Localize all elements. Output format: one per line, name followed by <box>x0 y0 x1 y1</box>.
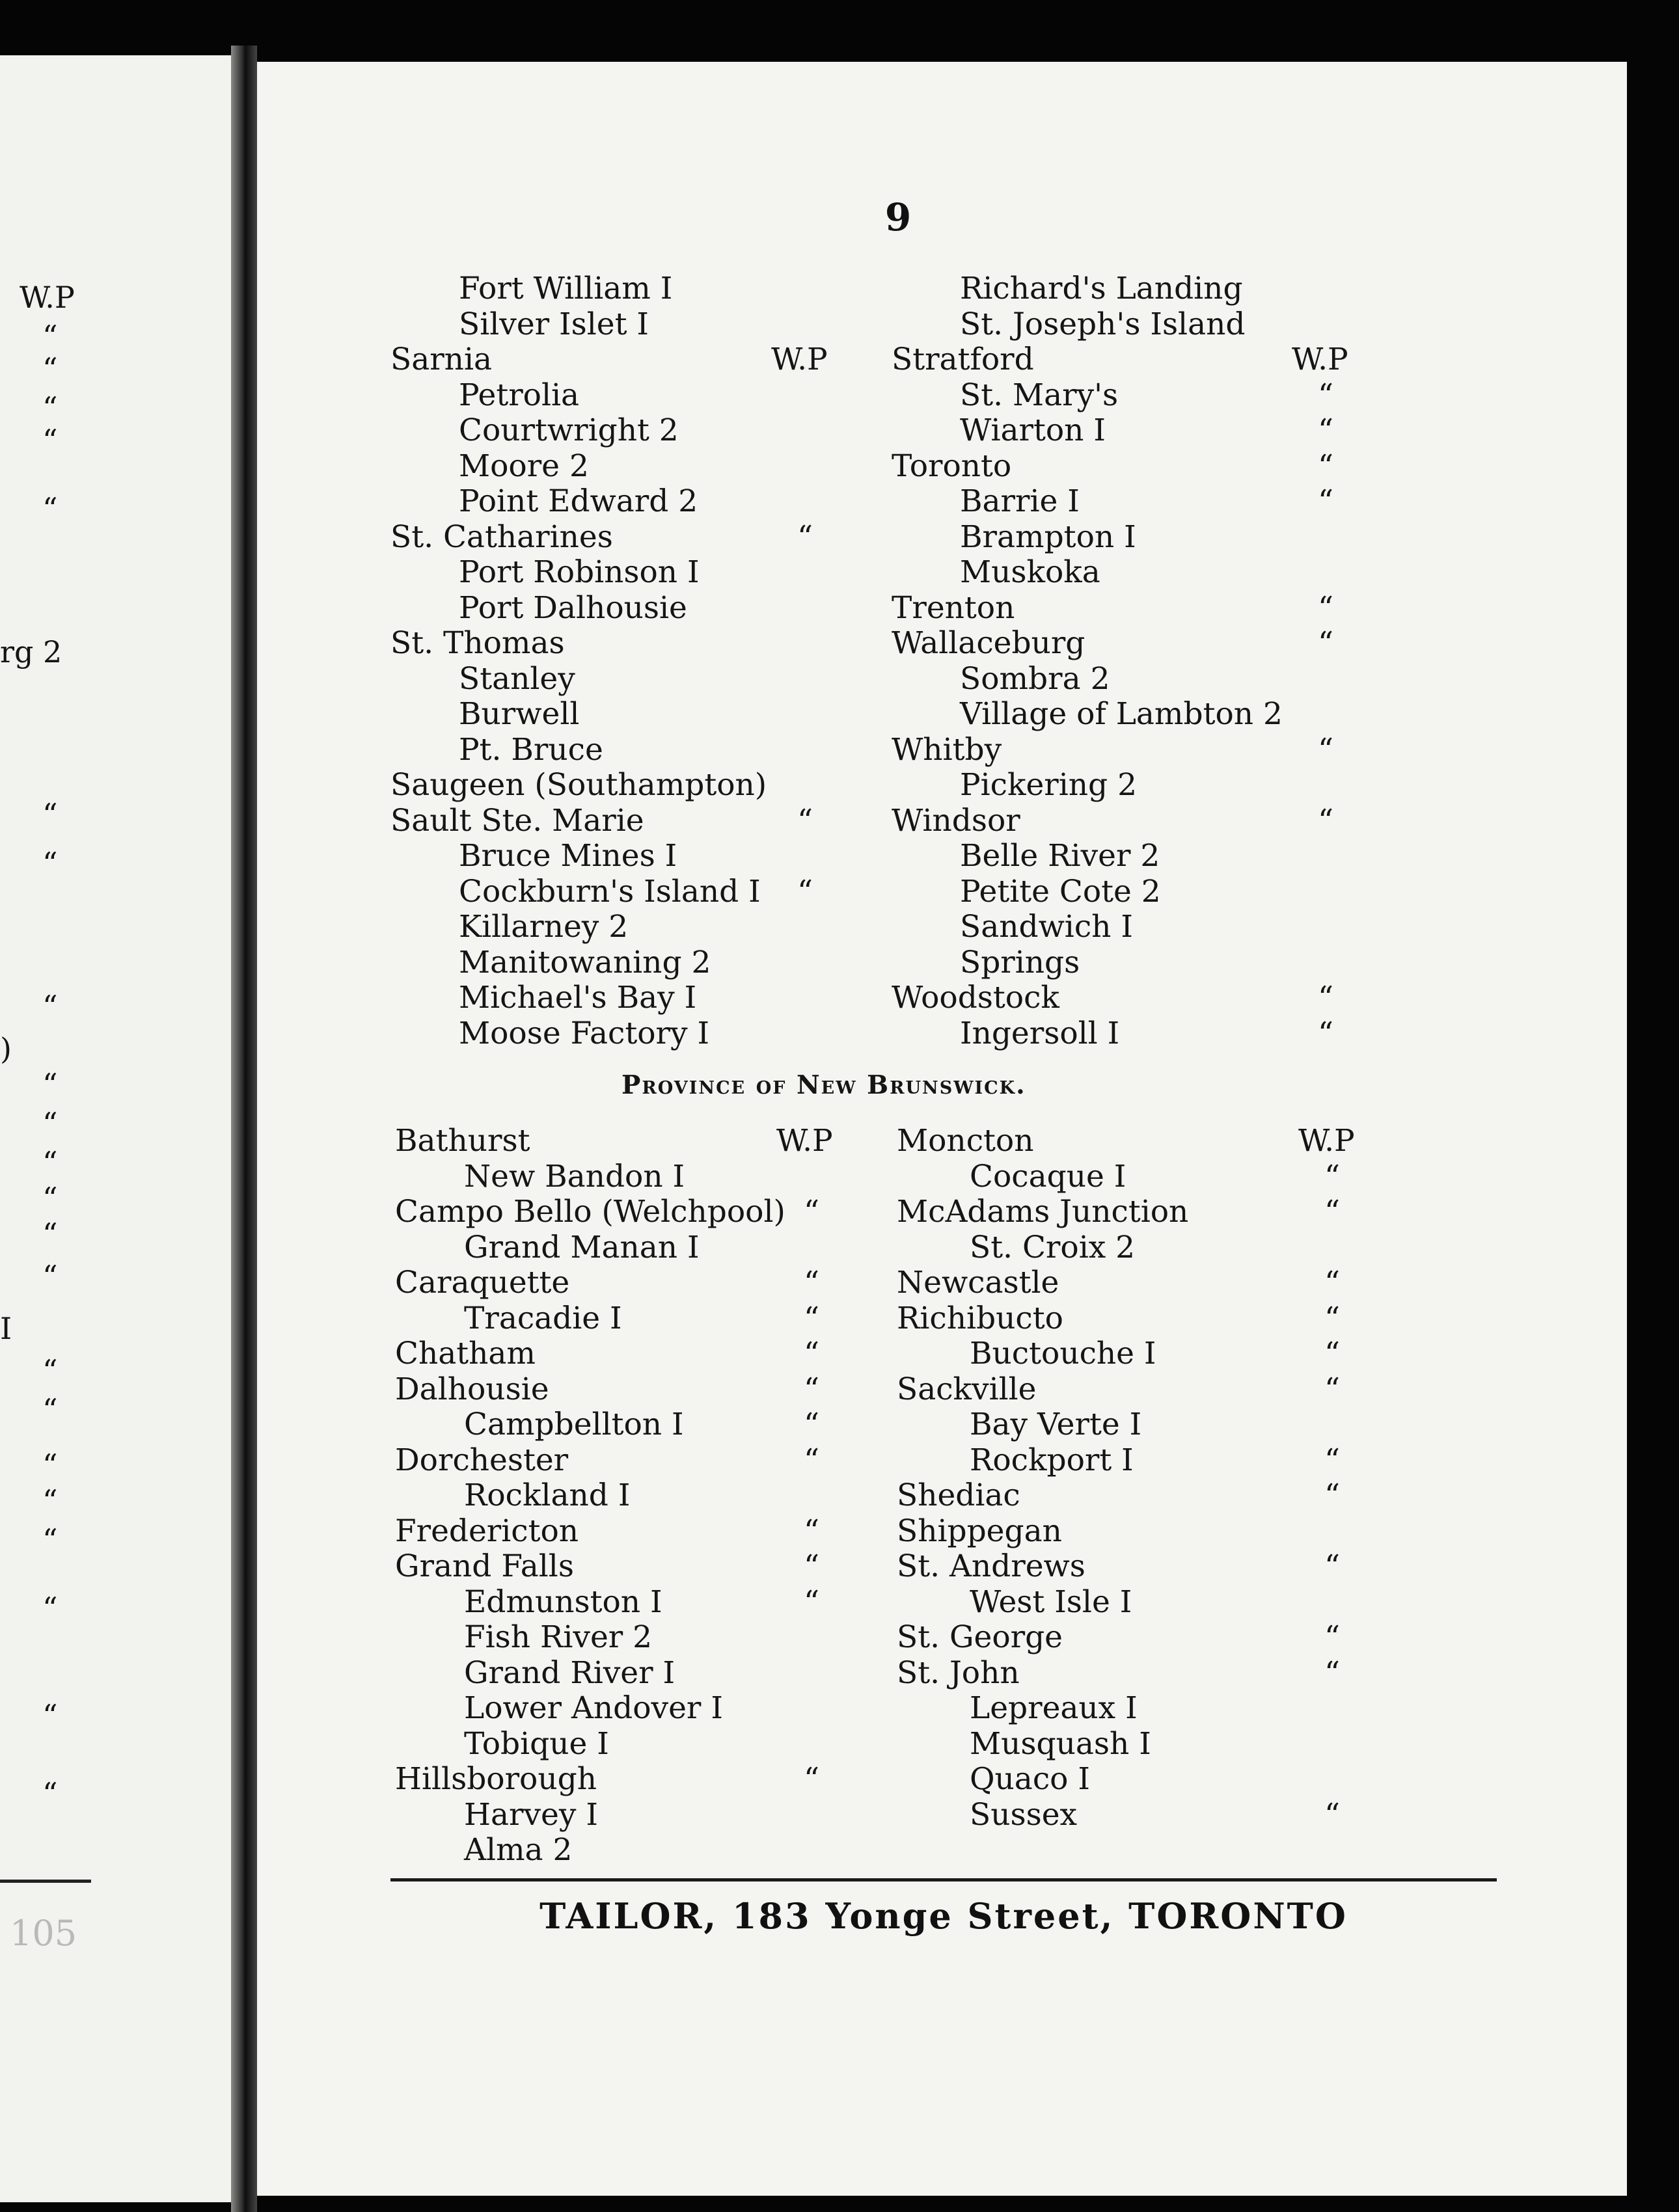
ditto-mark: “ <box>1324 1300 1341 1336</box>
ditto-mark: “ <box>1324 1194 1341 1230</box>
facing-page-text: “ <box>42 1591 58 1626</box>
facing-page-text: “ <box>42 1067 58 1102</box>
place-entry: Bruce Mines I <box>459 838 677 874</box>
place-entry: Cockburn's Island I <box>459 873 761 910</box>
place-entry: Michael's Bay I <box>459 980 697 1016</box>
place-entry: Petrolia <box>459 377 580 413</box>
ditto-mark: “ <box>1318 625 1334 661</box>
facing-page-text: “ <box>42 1776 58 1811</box>
facing-page-text: “ <box>42 1106 58 1141</box>
place-entry: Buctouche I <box>970 1336 1156 1371</box>
ditto-mark: “ <box>797 519 813 555</box>
place-entry: Edmunston I <box>464 1584 662 1620</box>
facing-page-text: “ <box>42 1145 58 1180</box>
wp-column-mark: W.P <box>771 342 828 377</box>
facing-page-text: “ <box>42 1448 58 1483</box>
place-entry: Courtwright 2 <box>459 412 679 448</box>
ditto-mark: “ <box>1324 1336 1341 1371</box>
place-entry: Sombra 2 <box>960 660 1110 697</box>
place-entry: Richibucto <box>897 1300 1063 1336</box>
place-entry: Newcastle <box>897 1265 1059 1301</box>
facing-page-text: “ <box>42 1217 58 1252</box>
place-entry: McAdams Junction <box>897 1194 1189 1230</box>
place-entry: Grand Falls <box>395 1548 574 1584</box>
place-entry: Stratford <box>892 342 1034 377</box>
place-entry: Wiarton I <box>960 412 1106 448</box>
place-entry: Silver Islet I <box>459 306 649 342</box>
ditto-mark: “ <box>804 1336 820 1371</box>
place-entry: Village of Lambton 2 <box>960 696 1283 732</box>
place-entry: Fort William I <box>459 271 673 306</box>
facing-page-text: “ <box>42 1181 58 1216</box>
place-entry: Belle River 2 <box>960 838 1160 874</box>
ditto-mark: “ <box>1318 412 1334 448</box>
ditto-mark: “ <box>1324 1619 1341 1655</box>
place-entry: Fish River 2 <box>464 1619 653 1655</box>
place-entry: West Isle I <box>970 1584 1132 1620</box>
place-entry: Rockland I <box>464 1477 631 1513</box>
facing-page-text: “ <box>42 319 58 354</box>
place-entry: Burwell <box>459 696 580 732</box>
ditto-mark: “ <box>804 1407 820 1442</box>
wp-column-mark: W.P <box>776 1123 833 1159</box>
place-entry: Tracadie I <box>464 1300 622 1336</box>
ditto-mark: “ <box>804 1265 820 1301</box>
facing-page-text: “ <box>42 1259 58 1294</box>
facing-page-text: rg 2 <box>0 634 62 669</box>
page-number: 9 <box>884 195 912 239</box>
ditto-mark: “ <box>804 1371 820 1407</box>
place-entry: Richard's Landing <box>960 271 1243 306</box>
facing-page-rule <box>0 1880 91 1883</box>
place-entry: Campbellton I <box>464 1407 684 1442</box>
facing-page-text: “ <box>42 1483 58 1518</box>
ditto-mark: “ <box>1324 1371 1341 1407</box>
book-gutter <box>231 46 257 2212</box>
facing-page-fragment <box>0 55 231 2202</box>
place-entry: Point Edward 2 <box>459 483 698 519</box>
place-entry: Musquash I <box>970 1725 1151 1762</box>
facing-page-text: “ <box>42 423 58 458</box>
place-entry: Shippegan <box>897 1513 1062 1549</box>
ditto-mark: “ <box>1318 731 1334 768</box>
place-entry: Lower Andover I <box>464 1690 723 1726</box>
place-entry: Pickering 2 <box>960 767 1137 803</box>
facing-page-text: ) <box>0 1031 12 1066</box>
wp-column-mark: W.P <box>1292 342 1348 377</box>
place-entry: Pt. Bruce <box>459 731 603 768</box>
place-entry: St. Mary's <box>960 377 1119 413</box>
facing-page-text: W.P <box>20 280 75 315</box>
place-entry: Dalhousie <box>395 1371 549 1407</box>
ditto-mark: “ <box>1318 980 1334 1016</box>
ditto-mark: “ <box>1324 1548 1341 1584</box>
place-entry: St. George <box>897 1619 1063 1655</box>
place-entry: Caraquette <box>395 1265 570 1301</box>
place-entry: St. Andrews <box>897 1548 1085 1584</box>
ditto-mark: “ <box>1324 1477 1341 1513</box>
place-entry: Barrie I <box>960 483 1080 519</box>
place-entry: Petite Cote 2 <box>960 873 1161 910</box>
place-entry: Manitowaning 2 <box>459 944 711 980</box>
place-entry: Whitby <box>892 731 1002 768</box>
facing-page-text: “ <box>42 846 58 881</box>
place-entry: Sackville <box>897 1371 1037 1407</box>
place-entry: Muskoka <box>960 554 1100 590</box>
place-entry: St. Croix 2 <box>970 1229 1136 1265</box>
ditto-mark: “ <box>804 1548 820 1584</box>
place-entry: Tobique I <box>464 1725 609 1762</box>
facing-page-ghost-number: 105 <box>10 1913 77 1954</box>
document-page <box>257 62 1627 2196</box>
place-entry: Grand Manan I <box>464 1229 700 1265</box>
place-entry: Dorchester <box>395 1442 569 1478</box>
ditto-mark: “ <box>1318 377 1334 413</box>
ditto-mark: “ <box>1318 1015 1334 1051</box>
facing-page-text: “ <box>42 1392 58 1427</box>
place-entry: St. John <box>897 1654 1020 1691</box>
place-entry: Lepreaux I <box>970 1690 1138 1726</box>
place-entry: Chatham <box>395 1336 536 1371</box>
place-entry: Port Dalhousie <box>459 589 687 626</box>
ditto-mark: “ <box>1318 483 1334 519</box>
place-entry: St. Catharines <box>390 519 613 555</box>
place-entry: Rockport I <box>970 1442 1134 1478</box>
place-entry: Wallaceburg <box>892 625 1085 661</box>
place-entry: Bay Verte I <box>970 1407 1142 1442</box>
place-entry: Saugeen (Southampton) <box>390 767 767 803</box>
place-entry: Ingersoll I <box>960 1015 1120 1051</box>
facing-page-text: “ <box>42 797 58 832</box>
ditto-mark: “ <box>797 802 813 839</box>
place-entry: Brampton I <box>960 519 1136 555</box>
place-entry: Harvey I <box>464 1796 598 1833</box>
ditto-mark: “ <box>1324 1654 1341 1691</box>
ditto-mark: “ <box>1318 448 1334 484</box>
facing-page-text: “ <box>42 390 58 425</box>
place-entry: Bathurst <box>395 1123 530 1159</box>
place-entry: Woodstock <box>892 980 1059 1016</box>
province-heading: Province of New Brunswick. <box>621 1070 1026 1100</box>
place-entry: St. Thomas <box>390 625 565 661</box>
place-entry: Campo Bello (Welchpool) <box>395 1194 785 1230</box>
ditto-mark: “ <box>1318 589 1334 626</box>
ditto-mark: “ <box>804 1513 820 1549</box>
ditto-mark: “ <box>797 873 813 910</box>
facing-page-text: “ <box>42 1522 58 1558</box>
place-entry: Moore 2 <box>459 448 589 484</box>
place-entry: Shediac <box>897 1477 1020 1513</box>
place-entry: Trenton <box>892 589 1015 626</box>
place-entry: Springs <box>960 944 1080 980</box>
place-entry: Sussex <box>970 1796 1078 1833</box>
ditto-mark: “ <box>804 1584 820 1620</box>
place-entry: New Bandon I <box>464 1158 685 1194</box>
facing-page-text: “ <box>42 1698 58 1733</box>
place-entry: Hillsborough <box>395 1761 597 1797</box>
place-entry: Sandwich I <box>960 909 1133 945</box>
place-entry: Quaco I <box>970 1761 1090 1797</box>
ditto-mark: “ <box>804 1300 820 1336</box>
place-entry: Sault Ste. Marie <box>390 802 644 839</box>
ditto-mark: “ <box>1324 1796 1341 1833</box>
place-entry: Moose Factory I <box>459 1015 710 1051</box>
place-entry: St. Joseph's Island <box>960 306 1246 342</box>
place-entry: Killarney 2 <box>459 909 629 945</box>
place-entry: Windsor <box>892 802 1020 839</box>
facing-page-text: I <box>0 1311 12 1346</box>
facing-page-text: “ <box>42 989 58 1024</box>
place-entry: Stanley <box>459 660 575 697</box>
place-entry: Port Robinson I <box>459 554 700 590</box>
place-entry: Moncton <box>897 1123 1034 1159</box>
page-footer: TAILOR, 183 Yonge Street, TORONTO <box>539 1895 1348 1937</box>
facing-page-text: “ <box>42 491 58 526</box>
ditto-mark: “ <box>1324 1158 1341 1194</box>
facing-page-text: “ <box>42 1353 58 1388</box>
wp-column-mark: W.P <box>1298 1123 1355 1159</box>
place-entry: Alma 2 <box>464 1832 573 1868</box>
facing-page-text: “ <box>42 351 58 386</box>
ditto-mark: “ <box>804 1194 820 1230</box>
ditto-mark: “ <box>1324 1442 1341 1478</box>
ditto-mark: “ <box>1318 802 1334 839</box>
place-entry: Grand River I <box>464 1654 676 1691</box>
place-entry: Toronto <box>892 448 1012 484</box>
place-entry: Cocaque I <box>970 1158 1126 1194</box>
ditto-mark: “ <box>804 1761 820 1797</box>
place-entry: Sarnia <box>390 342 493 377</box>
place-entry: Fredericton <box>395 1513 579 1549</box>
ditto-mark: “ <box>804 1442 820 1478</box>
ditto-mark: “ <box>1324 1265 1341 1301</box>
footer-rule <box>390 1878 1497 1882</box>
